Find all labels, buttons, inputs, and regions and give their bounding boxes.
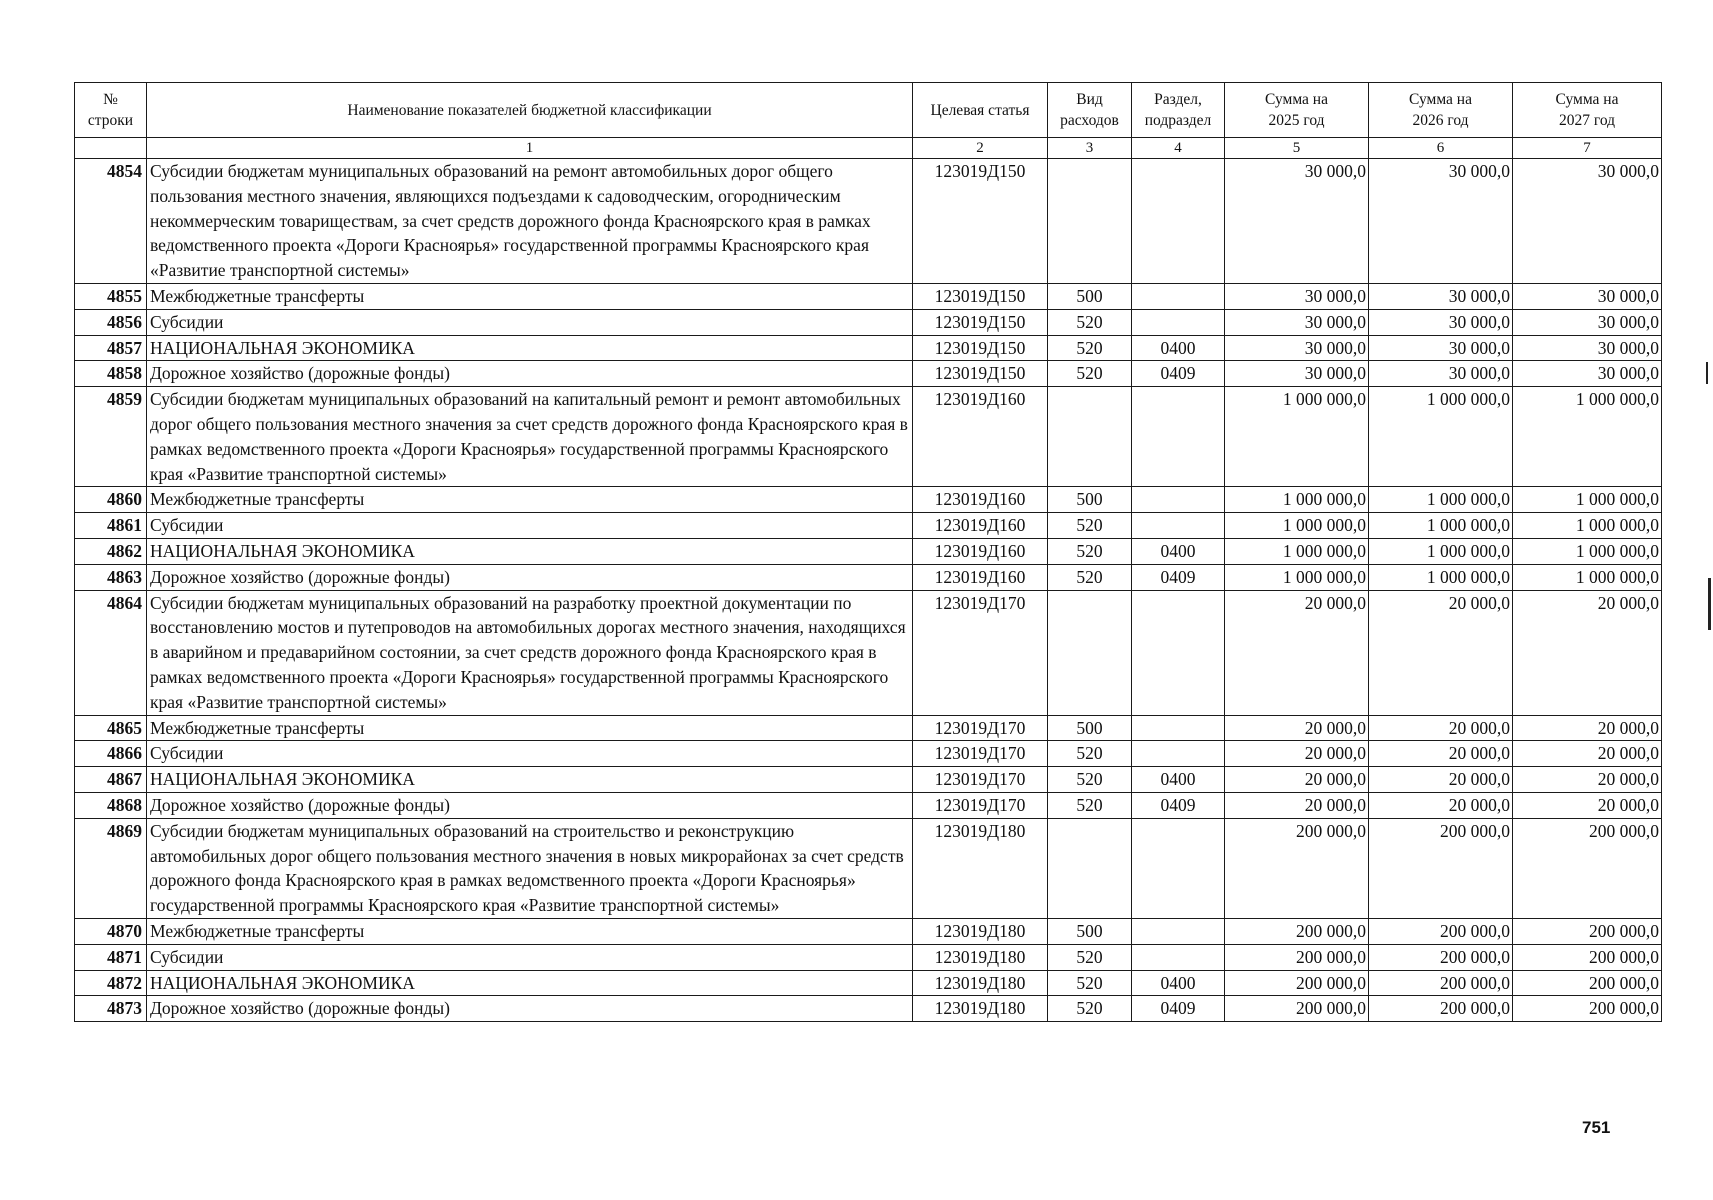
row-name: Межбюджетные трансферты: [147, 487, 913, 513]
table-row: [75, 590, 1662, 715]
row-section: 0409: [1132, 792, 1225, 818]
row-target-article: 123019Д180: [913, 996, 1048, 1022]
row-name: Субсидии: [147, 513, 913, 539]
row-sum-2027: 200 000,0: [1513, 996, 1662, 1022]
row-sum-2026: 20 000,0: [1369, 792, 1513, 818]
row-section: 0400: [1132, 767, 1225, 793]
column-number: 4: [1132, 138, 1225, 159]
row-name: НАЦИОНАЛЬНАЯ ЭКОНОМИКА: [147, 335, 913, 361]
row-number: 4872: [75, 970, 147, 996]
row-target-article: 123019Д160: [913, 538, 1048, 564]
row-expense-kind: 520: [1048, 361, 1132, 387]
row-target-article: 123019Д150: [913, 361, 1048, 387]
row-expense-kind: 520: [1048, 309, 1132, 335]
row-sum-2025: 1 000 000,0: [1225, 387, 1369, 487]
row-sum-2025: 200 000,0: [1225, 970, 1369, 996]
header-sum-2026: Сумма на 2026 год: [1369, 83, 1513, 138]
row-number: 4855: [75, 283, 147, 309]
row-sum-2027: 30 000,0: [1513, 335, 1662, 361]
row-sum-2027: 30 000,0: [1513, 159, 1662, 284]
table-row: [75, 335, 1662, 361]
column-number: 6: [1369, 138, 1513, 159]
table-row: [75, 513, 1662, 539]
row-sum-2026: 30 000,0: [1369, 283, 1513, 309]
row-target-article: 123019Д160: [913, 387, 1048, 487]
row-sum-2026: 1 000 000,0: [1369, 564, 1513, 590]
row-number: 4870: [75, 918, 147, 944]
row-section: [1132, 309, 1225, 335]
row-expense-kind: 520: [1048, 767, 1132, 793]
row-sum-2027: 200 000,0: [1513, 918, 1662, 944]
row-section: [1132, 283, 1225, 309]
row-name: НАЦИОНАЛЬНАЯ ЭКОНОМИКА: [147, 767, 913, 793]
row-number: 4868: [75, 792, 147, 818]
row-target-article: 123019Д170: [913, 792, 1048, 818]
budget-table-sheet: [74, 82, 1661, 1022]
row-name: НАЦИОНАЛЬНАЯ ЭКОНОМИКА: [147, 970, 913, 996]
row-target-article: 123019Д170: [913, 715, 1048, 741]
row-sum-2027: 1 000 000,0: [1513, 387, 1662, 487]
row-name: Дорожное хозяйство (дорожные фонды): [147, 996, 913, 1022]
row-name: Межбюджетные трансферты: [147, 715, 913, 741]
row-section: 0409: [1132, 996, 1225, 1022]
row-number: 4856: [75, 309, 147, 335]
row-number: 4860: [75, 487, 147, 513]
row-sum-2025: 20 000,0: [1225, 590, 1369, 715]
table-row: [75, 564, 1662, 590]
row-sum-2025: 1 000 000,0: [1225, 513, 1369, 539]
row-number: 4859: [75, 387, 147, 487]
row-name: Субсидии бюджетам муниципальных образований на строительство и реконструкцию автомобильных дорог общего пользования местного значения в новых микрорайонах за счет средств дорожного фонда Красноярского края в рамках ведомственного проекта «Дороги Красноярья» государственной программы Красноярского края «Развитие транспортной системы»: [147, 818, 913, 918]
row-target-article: 123019Д160: [913, 564, 1048, 590]
row-sum-2026: 200 000,0: [1369, 918, 1513, 944]
table-row: [75, 944, 1662, 970]
row-sum-2026: 200 000,0: [1369, 818, 1513, 918]
column-number: 1: [147, 138, 913, 159]
table-row: [75, 309, 1662, 335]
row-target-article: 123019Д170: [913, 767, 1048, 793]
row-expense-kind: 520: [1048, 970, 1132, 996]
row-section: 0409: [1132, 564, 1225, 590]
table-body: [75, 159, 1662, 1022]
row-section: [1132, 487, 1225, 513]
table-row: [75, 996, 1662, 1022]
row-section: [1132, 918, 1225, 944]
page-number: 751: [1582, 1118, 1611, 1137]
row-sum-2025: 20 000,0: [1225, 715, 1369, 741]
row-section: [1132, 590, 1225, 715]
row-sum-2026: 30 000,0: [1369, 159, 1513, 284]
row-name: НАЦИОНАЛЬНАЯ ЭКОНОМИКА: [147, 538, 913, 564]
table-row: [75, 487, 1662, 513]
header-target: Целевая статья: [913, 83, 1048, 138]
row-sum-2027: 20 000,0: [1513, 715, 1662, 741]
row-section: 0409: [1132, 361, 1225, 387]
row-number: 4858: [75, 361, 147, 387]
column-number: 2: [913, 138, 1048, 159]
row-number: 4867: [75, 767, 147, 793]
row-expense-kind: [1048, 387, 1132, 487]
row-sum-2027: 1 000 000,0: [1513, 513, 1662, 539]
row-sum-2026: 20 000,0: [1369, 715, 1513, 741]
row-expense-kind: 520: [1048, 538, 1132, 564]
row-name: Субсидии: [147, 309, 913, 335]
row-expense-kind: [1048, 590, 1132, 715]
column-number: 3: [1048, 138, 1132, 159]
row-number: 4863: [75, 564, 147, 590]
row-target-article: 123019Д160: [913, 513, 1048, 539]
row-sum-2025: 200 000,0: [1225, 818, 1369, 918]
table-row: [75, 387, 1662, 487]
row-section: 0400: [1132, 335, 1225, 361]
row-sum-2027: 20 000,0: [1513, 590, 1662, 715]
row-expense-kind: 500: [1048, 715, 1132, 741]
row-sum-2026: 30 000,0: [1369, 335, 1513, 361]
table-row: [75, 159, 1662, 284]
header-sum-2027: Сумма на 2027 год: [1513, 83, 1662, 138]
row-section: [1132, 818, 1225, 918]
row-name: Субсидии: [147, 741, 913, 767]
row-sum-2027: 20 000,0: [1513, 741, 1662, 767]
row-sum-2026: 200 000,0: [1369, 944, 1513, 970]
row-target-article: 123019Д180: [913, 818, 1048, 918]
row-sum-2026: 20 000,0: [1369, 767, 1513, 793]
row-expense-kind: 520: [1048, 792, 1132, 818]
row-sum-2025: 20 000,0: [1225, 767, 1369, 793]
row-section: [1132, 741, 1225, 767]
table-row: [75, 741, 1662, 767]
row-sum-2025: 1 000 000,0: [1225, 564, 1369, 590]
row-target-article: 123019Д150: [913, 159, 1048, 284]
table-row: [75, 767, 1662, 793]
row-expense-kind: 520: [1048, 335, 1132, 361]
row-number: 4873: [75, 996, 147, 1022]
row-name: Дорожное хозяйство (дорожные фонды): [147, 564, 913, 590]
row-sum-2026: 1 000 000,0: [1369, 387, 1513, 487]
row-name: Дорожное хозяйство (дорожные фонды): [147, 792, 913, 818]
row-section: [1132, 513, 1225, 539]
column-number: 5: [1225, 138, 1369, 159]
row-expense-kind: [1048, 818, 1132, 918]
row-expense-kind: 500: [1048, 487, 1132, 513]
row-target-article: 123019Д150: [913, 283, 1048, 309]
table-row: [75, 970, 1662, 996]
row-sum-2026: 30 000,0: [1369, 361, 1513, 387]
row-expense-kind: 520: [1048, 564, 1132, 590]
table-row: [75, 715, 1662, 741]
row-number: 4861: [75, 513, 147, 539]
row-number: 4857: [75, 335, 147, 361]
row-sum-2026: 1 000 000,0: [1369, 487, 1513, 513]
row-sum-2027: 200 000,0: [1513, 970, 1662, 996]
row-expense-kind: 520: [1048, 996, 1132, 1022]
row-number: 4862: [75, 538, 147, 564]
row-name: Субсидии бюджетам муниципальных образований на разработку проектной документации по восстановлению мостов и путепроводов на автомобильных дорогах местного значения, находящихся в аварийном и предаварийном состоянии, за счет средств дорожного фонда Красноярского края в рамках ведомственного проекта «Дороги Красноярья» государственной программы Красноярского края «Развитие транспортной системы»: [147, 590, 913, 715]
row-section: [1132, 715, 1225, 741]
scan-edge-mark: [1708, 578, 1711, 630]
budget-table: [74, 82, 1662, 1022]
row-number: 4854: [75, 159, 147, 284]
row-expense-kind: 500: [1048, 283, 1132, 309]
row-sum-2025: 30 000,0: [1225, 309, 1369, 335]
row-sum-2027: 1 000 000,0: [1513, 564, 1662, 590]
row-sum-2027: 30 000,0: [1513, 283, 1662, 309]
row-target-article: 123019Д180: [913, 970, 1048, 996]
row-sum-2025: 1 000 000,0: [1225, 487, 1369, 513]
row-expense-kind: 520: [1048, 513, 1132, 539]
row-name: Субсидии: [147, 944, 913, 970]
row-expense-kind: 520: [1048, 944, 1132, 970]
header-name: Наименование показателей бюджетной классификации: [147, 83, 913, 138]
row-sum-2027: 20 000,0: [1513, 792, 1662, 818]
row-target-article: 123019Д180: [913, 918, 1048, 944]
row-target-article: 123019Д170: [913, 741, 1048, 767]
table-row: [75, 361, 1662, 387]
column-number-row: [75, 138, 1662, 159]
row-sum-2025: 200 000,0: [1225, 996, 1369, 1022]
row-sum-2025: 200 000,0: [1225, 918, 1369, 944]
row-sum-2025: 1 000 000,0: [1225, 538, 1369, 564]
row-section: [1132, 944, 1225, 970]
row-target-article: 123019Д150: [913, 309, 1048, 335]
row-target-article: 123019Д170: [913, 590, 1048, 715]
row-section: 0400: [1132, 538, 1225, 564]
row-sum-2025: 30 000,0: [1225, 159, 1369, 284]
row-number: 4865: [75, 715, 147, 741]
header-section: Раздел, подраздел: [1132, 83, 1225, 138]
header-kind: Вид расходов: [1048, 83, 1132, 138]
table-row: [75, 918, 1662, 944]
row-sum-2026: 200 000,0: [1369, 996, 1513, 1022]
row-expense-kind: 500: [1048, 918, 1132, 944]
table-row: [75, 538, 1662, 564]
row-sum-2026: 20 000,0: [1369, 590, 1513, 715]
row-sum-2025: 30 000,0: [1225, 361, 1369, 387]
row-sum-2026: 1 000 000,0: [1369, 538, 1513, 564]
row-expense-kind: [1048, 159, 1132, 284]
table-row: [75, 818, 1662, 918]
row-section: [1132, 387, 1225, 487]
row-sum-2026: 1 000 000,0: [1369, 513, 1513, 539]
row-sum-2027: 1 000 000,0: [1513, 487, 1662, 513]
row-sum-2025: 200 000,0: [1225, 944, 1369, 970]
row-sum-2025: 20 000,0: [1225, 792, 1369, 818]
row-sum-2027: 20 000,0: [1513, 767, 1662, 793]
table-row: [75, 283, 1662, 309]
row-name: Субсидии бюджетам муниципальных образований на капитальный ремонт и ремонт автомобильных дорог общего пользования местного значения за счет средств дорожного фонда Красноярского края в рамках ведомственного проекта «Дороги Красноярья» государственной программы Красноярского края «Развитие транспортной системы»: [147, 387, 913, 487]
row-sum-2026: 20 000,0: [1369, 741, 1513, 767]
row-sum-2026: 200 000,0: [1369, 970, 1513, 996]
row-section: 0400: [1132, 970, 1225, 996]
header-row-no: № строки: [75, 83, 147, 138]
column-number: 7: [1513, 138, 1662, 159]
row-number: 4869: [75, 818, 147, 918]
scan-edge-mark: [1706, 362, 1708, 384]
row-sum-2027: 30 000,0: [1513, 361, 1662, 387]
row-number: 4871: [75, 944, 147, 970]
row-number: 4866: [75, 741, 147, 767]
header-row: [75, 83, 1662, 138]
row-name: Межбюджетные трансферты: [147, 283, 913, 309]
row-expense-kind: 520: [1048, 741, 1132, 767]
table-row: [75, 792, 1662, 818]
row-target-article: 123019Д160: [913, 487, 1048, 513]
row-sum-2027: 1 000 000,0: [1513, 538, 1662, 564]
row-name: Субсидии бюджетам муниципальных образований на ремонт автомобильных дорог общего пользования местного значения, являющихся подъездами к садоводческим, огородническим некоммерческим товариществам, за счет средств дорожного фонда Красноярского края в рамках ведомственного проекта «Дороги Красноярья» государственной программы Красноярского края «Развитие транспортной системы»: [147, 159, 913, 284]
row-section: [1132, 159, 1225, 284]
row-sum-2026: 30 000,0: [1369, 309, 1513, 335]
row-sum-2025: 30 000,0: [1225, 335, 1369, 361]
row-target-article: 123019Д150: [913, 335, 1048, 361]
row-sum-2025: 20 000,0: [1225, 741, 1369, 767]
row-name: Межбюджетные трансферты: [147, 918, 913, 944]
row-sum-2027: 200 000,0: [1513, 818, 1662, 918]
header-sum-2025: Сумма на 2025 год: [1225, 83, 1369, 138]
row-target-article: 123019Д180: [913, 944, 1048, 970]
column-number-empty: [75, 138, 147, 159]
row-name: Дорожное хозяйство (дорожные фонды): [147, 361, 913, 387]
row-sum-2027: 200 000,0: [1513, 944, 1662, 970]
row-sum-2027: 30 000,0: [1513, 309, 1662, 335]
row-number: 4864: [75, 590, 147, 715]
row-sum-2025: 30 000,0: [1225, 283, 1369, 309]
